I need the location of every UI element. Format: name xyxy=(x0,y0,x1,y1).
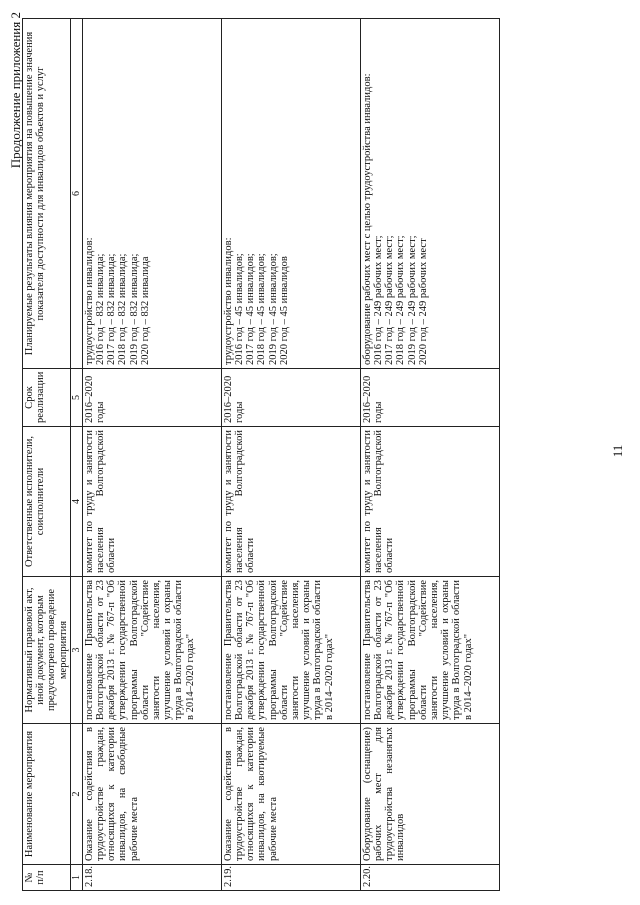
result-line: 2020 год – 45 инвалидов xyxy=(278,256,290,365)
row-name: Оказание содействия в трудоустройстве граждан, относящихся к категории инвалидов, на свободные рабочие места xyxy=(82,724,221,865)
result-line: 2017 год – 45 инвалидов; xyxy=(245,253,257,365)
result-line: 2019 год – 249 рабочих мест; xyxy=(406,235,418,365)
result-line: 2018 год – 249 рабочих мест; xyxy=(395,235,407,365)
result-line: оборудование рабочих мест с целью трудоустройства инвалидов: xyxy=(361,73,373,365)
row-exec: комитет по труду и занятости населения Волгоградской области xyxy=(221,427,360,577)
row-exec: комитет по труду и занятости населения Волгоградской области xyxy=(360,427,499,577)
result-line: 2016 год – 45 инвалидов; xyxy=(234,253,246,365)
header-exec: Ответственные исполнители, соисполнители xyxy=(23,427,71,577)
col-index: 4 xyxy=(70,427,82,577)
result-line: 2016 год – 832 инвалида; xyxy=(95,253,107,365)
row-act: постановление Правительства Волгоградской области от 23 декабря 2013 г. № 767-п "Об утверждении государственной программы Волгоградской области "Содействие занятости населения, улучшение условий и охраны труда в Волгоградской области в 2014–2020 годах" xyxy=(82,577,221,724)
column-index-row xyxy=(70,19,82,891)
header-row xyxy=(23,19,71,891)
col-index: 2 xyxy=(70,724,82,865)
table-row xyxy=(221,19,360,891)
header-name: Наименование мероприятия xyxy=(23,724,71,865)
row-term: 2016–2020 годы xyxy=(221,369,360,427)
col-index: 1 xyxy=(70,865,82,891)
col-index: 3 xyxy=(70,577,82,724)
result-line: 2020 год – 249 рабочих мест xyxy=(417,238,429,365)
row-results xyxy=(360,19,499,369)
row-term: 2016–2020 годы xyxy=(360,369,499,427)
page-number: 11 xyxy=(610,444,625,458)
table-row xyxy=(82,19,221,891)
measures-table xyxy=(22,18,500,891)
header-term: Срок реализации xyxy=(23,369,71,427)
result-line: 2017 год – 832 инвалида; xyxy=(106,253,118,365)
row-results xyxy=(82,19,221,369)
row-name: Оборудование (оснащение) рабочих мест для трудоустройства незанятых инвалидов xyxy=(360,724,499,865)
result-line: 2019 год – 45 инвалидов; xyxy=(267,253,279,365)
header-num: № п/п xyxy=(23,865,71,891)
row-act: постановление Правительства Волгоградской области от 23 декабря 2013 г. № 767-п "Об утверждении государственной программы Волгоградской области "Содействие занятости населения, улучшение условий и охраны труда в Волгоградской области в 2014–2020 годах" xyxy=(221,577,360,724)
row-exec: комитет по труду и занятости населения Волгоградской области xyxy=(82,427,221,577)
row-name: Оказание содействия в трудоустройстве граждан, относящихся к категории инвалидов, на квотируемые рабочие места xyxy=(221,724,360,865)
result-line: 2016 год – 249 рабочих мест; xyxy=(373,235,385,365)
result-line: 2020 год – 832 инвалида xyxy=(139,256,151,365)
header-results: Планируемые результаты влияния мероприятия на повышение значения показателя доступности для инвалидов объектов и услуг xyxy=(23,19,71,369)
continuation-label: Продолжение приложения 2 xyxy=(8,12,23,169)
result-line: 2018 год – 832 инвалида; xyxy=(117,253,129,365)
row-num: 2.18. xyxy=(82,865,221,891)
col-index: 5 xyxy=(70,369,82,427)
result-line: 2018 год – 45 инвалидов; xyxy=(256,253,268,365)
header-act: Нормативный правовой акт, иной документ, которым предусмотрено проведение мероприятия xyxy=(23,577,71,724)
row-act: постановление Правительства Волгоградской области от 23 декабря 2013 г. № 767-п "Об утверждении государственной программы Волгоградской области "Содействие занятости населения, улучшение условий и охраны труда в Волгоградской области в 2014–2020 годах" xyxy=(360,577,499,724)
result-line: трудоустройство инвалидов: xyxy=(222,237,234,365)
row-results xyxy=(221,19,360,369)
table-row xyxy=(360,19,499,891)
row-num: 2.20. xyxy=(360,865,499,891)
result-line: 2019 год – 832 инвалида; xyxy=(128,253,140,365)
row-term: 2016–2020 годы xyxy=(82,369,221,427)
col-index: 6 xyxy=(70,19,82,369)
result-line: 2017 год – 249 рабочих мест; xyxy=(384,235,396,365)
result-line: трудоустройство инвалидов: xyxy=(83,237,95,365)
row-num: 2.19. xyxy=(221,865,360,891)
